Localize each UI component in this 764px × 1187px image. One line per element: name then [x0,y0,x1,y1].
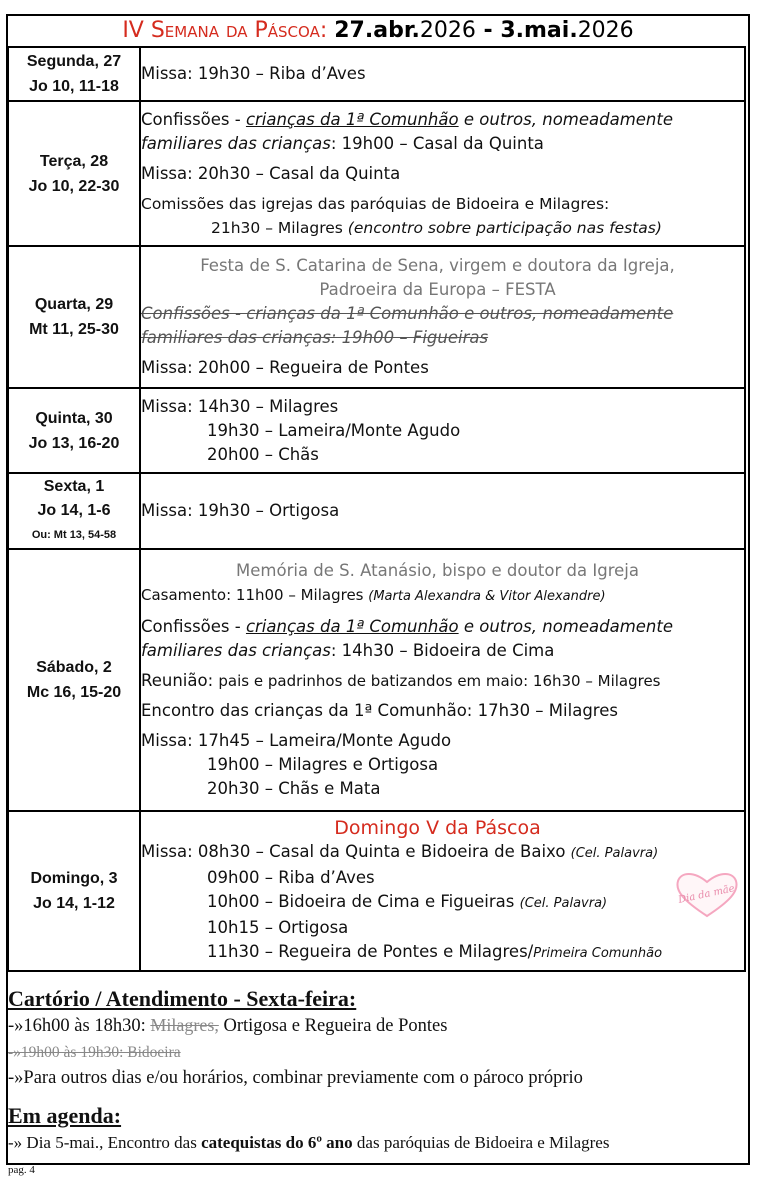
events-cell: Festa de S. Catarina de Sena, virgem e doutora da Igreja, Padroeira da Europa – FESTA Confissões - crianças da 1ª Comunhão e outros, nomeadamente familiares das crianças: 19h00 – Figueiras Missa: 20h00 – Regueira de Pontes [140,246,745,388]
agenda-item: -» Dia 5-mai., Encontro das catequistas do 6º ano das paróquias de Bidoeira e Milagres [8,1133,610,1152]
day-cell: Domingo, 3 Jo 14, 1-12 [8,811,140,971]
day-cell: Sexta, 1 Jo 14, 1-6 Ou: Mt 13, 54-58 [8,473,140,549]
mothers-day-heart-icon [672,869,742,919]
events-cell: Missa: 19h30 – Ortigosa [140,473,745,549]
row-saturday [8,549,745,811]
day-cell: Quinta, 30 Jo 13, 16-20 [8,388,140,473]
day-cell: Terça, 28 Jo 10, 22-30 [8,101,140,246]
events-cell: Missa: 14h30 – Milagres 19h30 – Lameira/Monte Agudo 20h00 – Chãs [140,388,745,473]
day-cell: Segunda, 27 Jo 10, 11-18 [8,47,140,101]
weekly-schedule [7,46,746,972]
day-cell: Sábado, 2 Mc 16, 15-20 [8,549,140,811]
title-dates: 27.abr.2026 - 3.mai.2026 [334,18,634,43]
office-note: -»Para outros dias e/ou horários, combinar previamente com o pároco próprio [8,1068,583,1088]
events-cell: Domingo V da Páscoa Missa: 08h30 – Casal da Quinta e Bidoeira de Baixo (Cel. Palavra) 09h00 – Riba d’Aves 10h00 – Bidoeira de Cima e Figueiras (Cel. Palavra) 10h15 – Ortigosa 11h30 – Regueira de Pontes e Milagres/Primeira Comunhão [140,811,745,971]
agenda-heading: Em agenda: [8,1103,122,1128]
row-wednesday [8,246,745,388]
page-title [8,16,748,46]
office-hours-cancelled: -»19h00 às 19h30: Bidoeira [8,1044,181,1061]
office-heading: Cartório / Atendimento - Sexta-feira: [8,986,357,1011]
events-cell: Memória de S. Atanásio, bispo e doutor da Igreja Casamento: 11h00 – Milagres (Marta Alexandra & Vitor Alexandre) Confissões - crianças da 1ª Comunhão e outros, nomeadamente familiares das crianças: 14h30 – Bidoeira de Cima Reunião: pais e padrinhos de batizandos em maio: 16h30 – Milagres Encontro das crianças da 1ª Comunhão: 17h30 – Milagres Missa: 17h45 – Lameira/Monte Agudo 19h00 – Milagres e Ortigosa 20h30 – Chãs e Mata [140,549,745,811]
events-cell: Missa: 19h30 – Riba d’Aves [140,47,745,101]
row-thursday [8,388,745,473]
row-friday [8,473,745,549]
row-tuesday [8,101,745,246]
row-sunday [8,811,745,971]
svg-text:Dia da mãe: Dia da mãe [677,883,736,906]
title-week: IV Semana da Páscoa: [122,18,328,43]
row-monday [8,47,745,101]
page-number: pag. 4 [8,1164,35,1176]
office-hours-line: -»16h00 às 18h30: Milagres, Ortigosa e Regueira de Pontes [8,1015,448,1036]
events-cell: Confissões - crianças da 1ª Comunhão e outros, nomeadamente familiares das crianças: 19h00 – Casal da Quinta Missa: 20h30 – Casal da Quinta Comissões das igrejas das paróquias de Bidoeira e Milagres: 21h30 – Milagres (encontro sobre participação nas festas) [140,101,745,246]
day-cell: Quarta, 29 Mt 11, 25-30 [8,246,140,388]
